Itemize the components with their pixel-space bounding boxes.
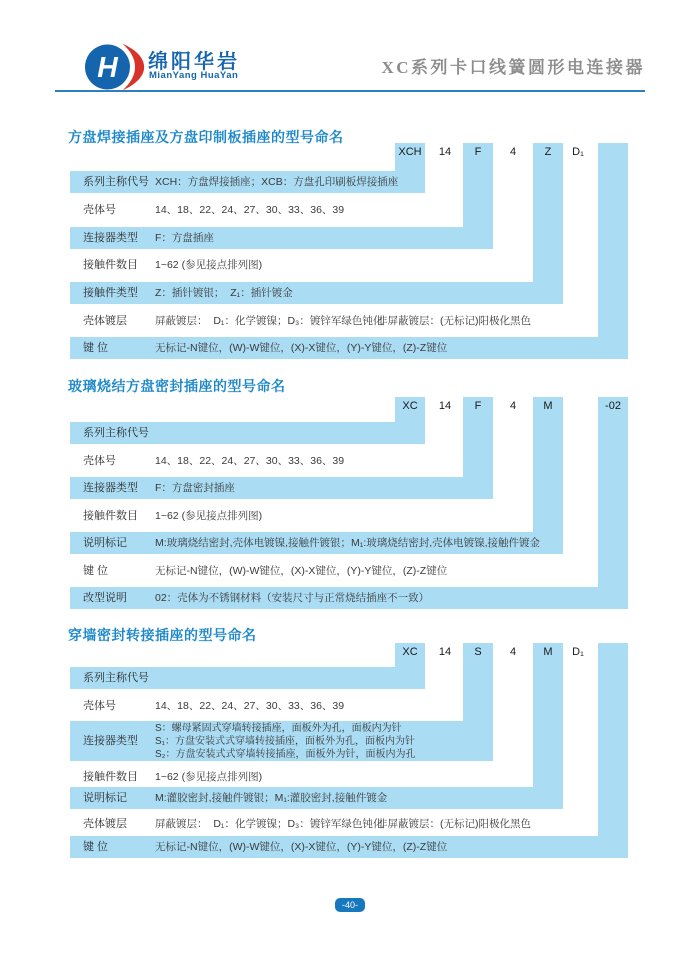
row-value: 1~62 (参见接点排列图) xyxy=(155,510,263,522)
row-label: 接触件数目 xyxy=(83,510,138,522)
row-value-2: 非屏蔽镀层：(无标记)阳极化黑色 xyxy=(377,315,531,327)
spec-row xyxy=(70,667,425,689)
row-value: 无标记-N键位，(W)-W键位，(X)-X键位，(Y)-Y键位，(Z)-Z键位 xyxy=(155,565,448,577)
spec-row xyxy=(70,721,493,761)
row-value: 14、18、22、24、27、30、33、36、39 xyxy=(155,700,345,712)
code-chip: -02 xyxy=(605,400,621,412)
row-value-2: 非屏蔽镀层：(无标记)阳极化黑色 xyxy=(377,818,531,830)
spec-row xyxy=(70,695,590,717)
spec-row xyxy=(70,813,630,835)
row-value: 14、18、22、24、27、30、33、36、39 xyxy=(155,455,345,467)
svg-text:H: H xyxy=(97,52,118,84)
row-value: 屏蔽镀层： D₁：化学镀镍；D₃：镀锌军绿色钝化 xyxy=(155,818,384,830)
spec-row xyxy=(70,254,590,276)
row-label: 改型说明 xyxy=(83,592,127,604)
row-label: 壳体号 xyxy=(83,204,116,216)
code-chip: 4 xyxy=(509,646,517,658)
row-label: 连接器类型 xyxy=(83,735,138,747)
section-title-1: 方盘焊接插座及方盘印制板插座的型号命名 xyxy=(68,129,344,145)
row-value: M:灌胶密封,接触件镀银；M₁:灌胶密封,接触件镀金 xyxy=(155,792,388,804)
row-label: 壳体号 xyxy=(83,700,116,712)
spec-row xyxy=(70,282,563,304)
section-title-2: 玻璃烧结方盘密封插座的型号命名 xyxy=(68,378,286,394)
row-value-lines xyxy=(155,721,416,761)
code-chip: F xyxy=(474,146,482,158)
spec-row xyxy=(70,477,493,499)
row-value: 14、18、22、24、27、30、33、36、39 xyxy=(155,204,345,216)
spec-row xyxy=(70,560,630,582)
spec-row xyxy=(70,450,590,472)
row-label: 说明标记 xyxy=(83,537,127,549)
row-label: 壳体号 xyxy=(83,455,116,467)
row-label: 键 位 xyxy=(83,565,109,577)
code-chip: M xyxy=(543,646,553,658)
row-value: F：方盘密封插座 xyxy=(155,482,235,494)
code-chip: D₁ xyxy=(572,146,584,158)
code-connector-bar xyxy=(533,143,563,304)
code-chip: 14 xyxy=(438,646,452,658)
row-label: 系列主称代号 xyxy=(83,427,149,439)
page-number-badge: -40- xyxy=(335,898,365,912)
spec-row xyxy=(70,310,630,332)
code-chip: S xyxy=(474,646,482,658)
row-value: 02：壳体为不锈钢材料（安装尺寸与正常烧结插座不一致） xyxy=(155,592,430,604)
row-label: 连接器类型 xyxy=(83,232,138,244)
spec-row xyxy=(70,199,590,221)
row-label: 壳体镀层 xyxy=(83,818,127,830)
row-value: F：方盘插座 xyxy=(155,232,214,244)
code-chip: 4 xyxy=(509,146,517,158)
row-value: 1~62 (参见接点排列图) xyxy=(155,771,263,783)
code-chip: XC xyxy=(402,400,418,412)
code-chip: M xyxy=(543,400,553,412)
code-chip: XC xyxy=(402,646,418,658)
spec-row xyxy=(70,171,425,193)
spec-row xyxy=(70,505,590,527)
spec-row xyxy=(70,422,425,444)
spec-row xyxy=(70,787,563,809)
spec-row xyxy=(70,766,590,788)
row-label: 壳体镀层 xyxy=(83,315,127,327)
row-label: 键 位 xyxy=(83,342,109,354)
code-connector-bar xyxy=(533,397,563,554)
row-value: M:玻璃烧结密封,壳体电镀镍,接触件镀银；M₁:玻璃烧结密封,壳体电镀镍,接触件镀金 xyxy=(155,537,541,549)
row-value-line: S₁：方盘安装式式穿墙转接插座，面板外为孔，面板内为针 xyxy=(155,735,416,747)
row-label: 接触件数目 xyxy=(83,771,138,783)
row-label: 接触件数目 xyxy=(83,259,138,271)
row-label: 系列主称代号 xyxy=(83,672,149,684)
code-chip: F xyxy=(474,400,482,412)
company-name: 绵阳华岩 xyxy=(148,51,240,73)
row-label: 键 位 xyxy=(83,841,109,853)
spec-row xyxy=(70,836,628,858)
code-chip: 14 xyxy=(438,146,452,158)
doc-title: XC系列卡口线簧圆形电连接器 xyxy=(381,58,645,77)
row-value: Z：插针镀银； Z₁：插针镀金 xyxy=(155,287,293,299)
spec-row xyxy=(70,532,563,554)
header-rule xyxy=(55,90,645,92)
row-label: 系列主称代号 xyxy=(83,176,149,188)
row-value: 屏蔽镀层： D₁：化学镀镍；D₃：镀锌军绿色钝化 xyxy=(155,315,384,327)
row-label: 说明标记 xyxy=(83,792,127,804)
row-value: XCH：方盘焊接插座；XCB：方盘孔印刷板焊接插座 xyxy=(155,176,399,188)
spec-row xyxy=(70,227,493,249)
row-value: 无标记-N键位，(W)-W键位，(X)-X键位，(Y)-Y键位，(Z)-Z键位 xyxy=(155,342,448,354)
code-chip: XCH xyxy=(398,146,422,158)
company-logo-icon xyxy=(84,42,146,92)
row-label: 接触件类型 xyxy=(83,287,138,299)
row-value-line: S₂：方盘安装式式穿墙转接插座，面板外为针，面板内为孔 xyxy=(155,748,416,760)
row-value: 1~62 (参见接点排列图) xyxy=(155,259,263,271)
spec-row xyxy=(70,337,628,359)
code-chip: 4 xyxy=(509,400,517,412)
company-name-en: MianYang HuaYan xyxy=(149,70,239,81)
code-chip: Z xyxy=(544,146,552,158)
code-chip: 14 xyxy=(438,400,452,412)
row-label: 连接器类型 xyxy=(83,482,138,494)
spec-row xyxy=(70,587,628,609)
code-chip: D₁ xyxy=(572,646,584,658)
row-value-line: S：螺母紧固式穿墙转接插座，面板外为孔，面板内为针 xyxy=(155,722,402,734)
section-title-3: 穿墙密封转接插座的型号命名 xyxy=(68,627,257,643)
row-value: 无标记-N键位，(W)-W键位，(X)-X键位，(Y)-Y键位，(Z)-Z键位 xyxy=(155,841,448,853)
